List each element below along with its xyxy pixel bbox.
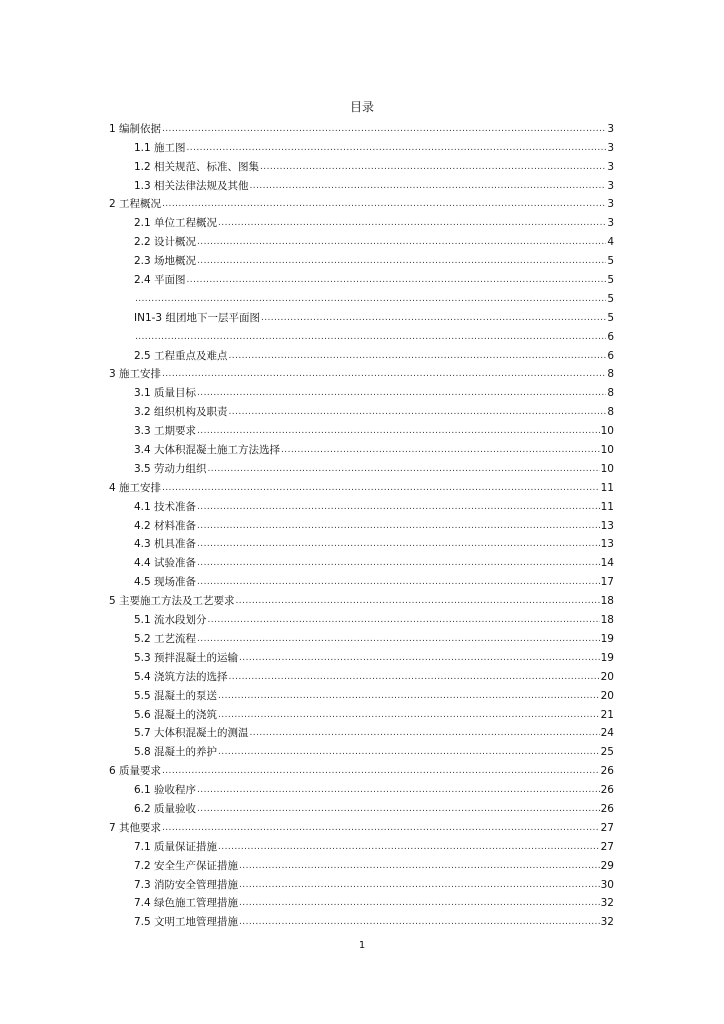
- toc-entry[interactable]: [109, 230, 614, 249]
- toc-entry-page: 14: [600, 557, 614, 570]
- toc-entry-title: 4.5 现场准备: [134, 576, 197, 589]
- toc-entry-page: 26: [600, 765, 614, 778]
- toc-entry-title: 2.5 工程重点及难点: [134, 349, 228, 362]
- toc-leader-dots: [218, 746, 600, 759]
- toc-entry-title: 3.5 劳动力组织: [134, 462, 207, 475]
- toc-entry[interactable]: [109, 363, 614, 382]
- toc-entry[interactable]: [109, 476, 614, 495]
- toc-entry-title: 3.2 组织机构及职责: [134, 406, 228, 419]
- toc-entry[interactable]: [109, 797, 614, 816]
- toc-entry[interactable]: [109, 684, 614, 703]
- toc-leader-dots: [197, 236, 606, 249]
- toc-entry-title: 4.2 材料准备: [134, 519, 197, 532]
- toc-entry[interactable]: [109, 646, 614, 665]
- toc-entry[interactable]: [109, 589, 614, 608]
- toc-entry-title: 6.1 验收程序: [134, 784, 197, 797]
- toc-entry-title: 5.4 浇筑方法的选择: [134, 670, 228, 683]
- toc-entry-title: 6 质量要求: [109, 765, 162, 778]
- toc-entry-title: 2.4 平面图: [134, 274, 186, 287]
- toc-leader-dots: [162, 482, 600, 495]
- toc-entry-page: 32: [600, 897, 614, 910]
- toc-entry-title: 2.2 设计概况: [134, 236, 197, 249]
- toc-entry-page: 27: [600, 840, 614, 853]
- toc-entry-page: 13: [600, 519, 614, 532]
- toc-leader-dots: [162, 198, 606, 211]
- toc-entry-page: 6: [607, 349, 614, 362]
- toc-entry-page: 11: [600, 500, 614, 513]
- toc-entry-title: 5 主要施工方法及工艺要求: [109, 595, 235, 608]
- toc-entry-page: 3: [607, 179, 614, 192]
- toc-leader-dots: [197, 576, 600, 589]
- toc-entry[interactable]: [109, 816, 614, 835]
- toc-entry-title: 7 其他要求: [109, 821, 162, 834]
- toc-entry[interactable]: [109, 759, 614, 778]
- toc-entry[interactable]: [109, 703, 614, 722]
- toc-entry-title: 2.1 单位工程概况: [134, 217, 218, 230]
- page-title: 目录: [349, 100, 374, 114]
- toc-entry[interactable]: [109, 211, 614, 230]
- toc-leader-dots: [208, 614, 600, 627]
- toc-entry[interactable]: [109, 400, 614, 419]
- toc-leader-dots: [197, 557, 600, 570]
- toc-leader-dots: [239, 916, 600, 929]
- toc-leader-dots: [218, 690, 600, 703]
- toc-entry-title: 5.7 大体积混凝土的测温: [134, 727, 249, 740]
- toc-entry[interactable]: [109, 419, 614, 438]
- toc-leader-dots: [197, 425, 600, 438]
- toc-entry-title: 4 施工安排: [109, 481, 162, 494]
- toc-entry[interactable]: [109, 551, 614, 570]
- toc-leader-dots: [229, 671, 600, 684]
- toc-entry-page: 32: [600, 916, 614, 929]
- toc-leader-dots: [239, 897, 600, 910]
- toc-entry[interactable]: [109, 438, 614, 457]
- toc-entry-title: 3.4 大体积混凝土施工方法选择: [134, 444, 281, 457]
- toc-entry[interactable]: [109, 910, 614, 929]
- toc-entry-page: 5: [607, 292, 614, 305]
- toc-entry-page: 4: [607, 236, 614, 249]
- toc-entry-page: 8: [607, 368, 614, 381]
- toc-leader-dots: [162, 368, 606, 381]
- toc-leader-dots: [239, 652, 600, 665]
- toc-entry-page: 19: [600, 651, 614, 664]
- toc-entry-page: 10: [600, 462, 614, 475]
- toc-entry[interactable]: [109, 344, 614, 363]
- toc-entry[interactable]: [109, 287, 614, 306]
- toc-entry-page: 11: [600, 481, 614, 494]
- toc-leader-dots: [197, 633, 600, 646]
- toc-leader-dots: [162, 822, 600, 835]
- toc-entry-page: 3: [607, 198, 614, 211]
- toc-entry-page: 5: [607, 311, 614, 324]
- toc-entry-page: 27: [600, 821, 614, 834]
- toc-entry-page: 6: [607, 330, 614, 343]
- toc-entry-page: 29: [600, 859, 614, 872]
- toc-entry-title: 5.5 混凝土的泵送: [134, 689, 218, 702]
- toc-entry-title: 5.8 混凝土的养护: [134, 746, 218, 759]
- toc-entry-title: 3.1 质量目标: [134, 387, 197, 400]
- toc-entry[interactable]: [109, 268, 614, 287]
- toc-entry[interactable]: [109, 665, 614, 684]
- toc-leader-dots: [218, 709, 600, 722]
- toc-leader-dots: [229, 406, 607, 419]
- toc-leader-dots: [162, 123, 606, 136]
- toc-entry[interactable]: [109, 854, 614, 873]
- toc-leader-dots: [197, 520, 600, 533]
- table-of-contents: [109, 117, 614, 929]
- toc-entry-page: 19: [600, 632, 614, 645]
- toc-entry-title: 3.3 工期要求: [134, 425, 197, 438]
- toc-entry[interactable]: [109, 457, 614, 476]
- toc-leader-dots: [197, 387, 606, 400]
- toc-entry-page: 10: [600, 425, 614, 438]
- toc-leader-dots: [250, 180, 607, 193]
- toc-entry-title: 5.3 预拌混凝土的运输: [134, 651, 239, 664]
- toc-entry[interactable]: [109, 892, 614, 911]
- toc-leader-dots: [197, 538, 600, 551]
- toc-entry[interactable]: [109, 533, 614, 552]
- toc-leader-dots: [135, 293, 606, 306]
- toc-entry[interactable]: [109, 608, 614, 627]
- toc-entry[interactable]: [109, 155, 614, 174]
- toc-entry[interactable]: [109, 325, 614, 344]
- toc-leader-dots: [239, 860, 600, 873]
- toc-entry-page: 21: [600, 708, 614, 721]
- toc-leader-dots: [197, 501, 600, 514]
- toc-entry-title: 5.6 混凝土的浇筑: [134, 708, 218, 721]
- toc-entry-page: 13: [600, 538, 614, 551]
- toc-entry-title: IN1-3 组团地下一层平面图: [134, 311, 260, 324]
- toc-leader-dots: [250, 727, 600, 740]
- toc-entry[interactable]: [109, 873, 614, 892]
- toc-entry-title: 7.5 文明工地管理措施: [134, 916, 239, 929]
- toc-leader-dots: [197, 803, 600, 816]
- toc-entry-title: 4.4 试验准备: [134, 557, 197, 570]
- toc-leader-dots: [239, 879, 600, 892]
- toc-entry-page: 8: [607, 387, 614, 400]
- toc-entry-page: 5: [607, 255, 614, 268]
- toc-entry-title: 1 编制依据: [109, 122, 162, 135]
- toc-entry-page: 3: [607, 160, 614, 173]
- toc-entry-page: 20: [600, 670, 614, 683]
- toc-leader-dots: [135, 331, 606, 344]
- toc-entry-page: 3: [607, 217, 614, 230]
- toc-entry[interactable]: [109, 193, 614, 212]
- toc-entry[interactable]: [109, 136, 614, 155]
- toc-leader-dots: [229, 350, 607, 363]
- toc-entry-title: 4.1 技术准备: [134, 500, 197, 513]
- toc-entry-page: 26: [600, 802, 614, 815]
- toc-leader-dots: [236, 595, 600, 608]
- toc-entry-title: 2.3 场地概况: [134, 255, 197, 268]
- toc-entry-title: 7.1 质量保证措施: [134, 840, 218, 853]
- toc-entry[interactable]: [109, 514, 614, 533]
- toc-entry[interactable]: [109, 570, 614, 589]
- toc-entry[interactable]: [109, 722, 614, 741]
- toc-entry[interactable]: [109, 174, 614, 193]
- toc-entry[interactable]: [109, 627, 614, 646]
- toc-entry-page: 3: [607, 141, 614, 154]
- toc-entry-page: 17: [600, 576, 614, 589]
- toc-entry-page: 18: [600, 595, 614, 608]
- toc-leader-dots: [218, 841, 600, 854]
- toc-entry[interactable]: [109, 740, 614, 759]
- toc-leader-dots: [187, 142, 607, 155]
- toc-entry[interactable]: [109, 117, 614, 136]
- toc-entry-title: 1.2 相关规范、标准、图集: [134, 160, 260, 173]
- toc-entry-title: 2 工程概况: [109, 198, 162, 211]
- toc-entry-title: 7.3 消防安全管理措施: [134, 878, 239, 891]
- toc-entry-title: 5.2 工艺流程: [134, 632, 197, 645]
- toc-entry-page: 5: [607, 274, 614, 287]
- toc-entry[interactable]: [109, 495, 614, 514]
- toc-entry-page: 26: [600, 784, 614, 797]
- toc-leader-dots: [197, 784, 600, 797]
- toc-leader-dots: [208, 463, 600, 476]
- toc-entry[interactable]: [109, 778, 614, 797]
- toc-leader-dots: [218, 217, 606, 230]
- toc-leader-dots: [197, 255, 606, 268]
- toc-entry[interactable]: [109, 306, 614, 325]
- toc-entry[interactable]: [109, 381, 614, 400]
- toc-entry-title: 5.1 流水段划分: [134, 614, 207, 627]
- toc-entry[interactable]: [109, 835, 614, 854]
- toc-entry-title: 3 施工安排: [109, 368, 162, 381]
- toc-entry-title: 6.2 质量验收: [134, 802, 197, 815]
- toc-leader-dots: [261, 312, 606, 325]
- toc-leader-dots: [162, 765, 600, 778]
- toc-entry-title: 1.1 施工图: [134, 141, 186, 154]
- page-number: 1: [358, 940, 366, 951]
- toc-entry-title: 7.2 安全生产保证措施: [134, 859, 239, 872]
- toc-entry-page: 18: [600, 614, 614, 627]
- toc-entry-page: 24: [600, 727, 614, 740]
- toc-entry-title: 1.3 相关法律法规及其他: [134, 179, 249, 192]
- toc-entry-title: 7.4 绿色施工管理措施: [134, 897, 239, 910]
- toc-entry-page: 20: [600, 689, 614, 702]
- toc-entry[interactable]: [109, 249, 614, 268]
- toc-entry-page: 30: [600, 878, 614, 891]
- toc-entry-title: 4.3 机具准备: [134, 538, 197, 551]
- toc-leader-dots: [281, 444, 600, 457]
- toc-entry-page: 8: [607, 406, 614, 419]
- toc-entry-page: 25: [600, 746, 614, 759]
- toc-leader-dots: [260, 161, 606, 174]
- toc-leader-dots: [187, 274, 607, 287]
- toc-entry-page: 3: [607, 122, 614, 135]
- toc-entry-page: 10: [600, 444, 614, 457]
